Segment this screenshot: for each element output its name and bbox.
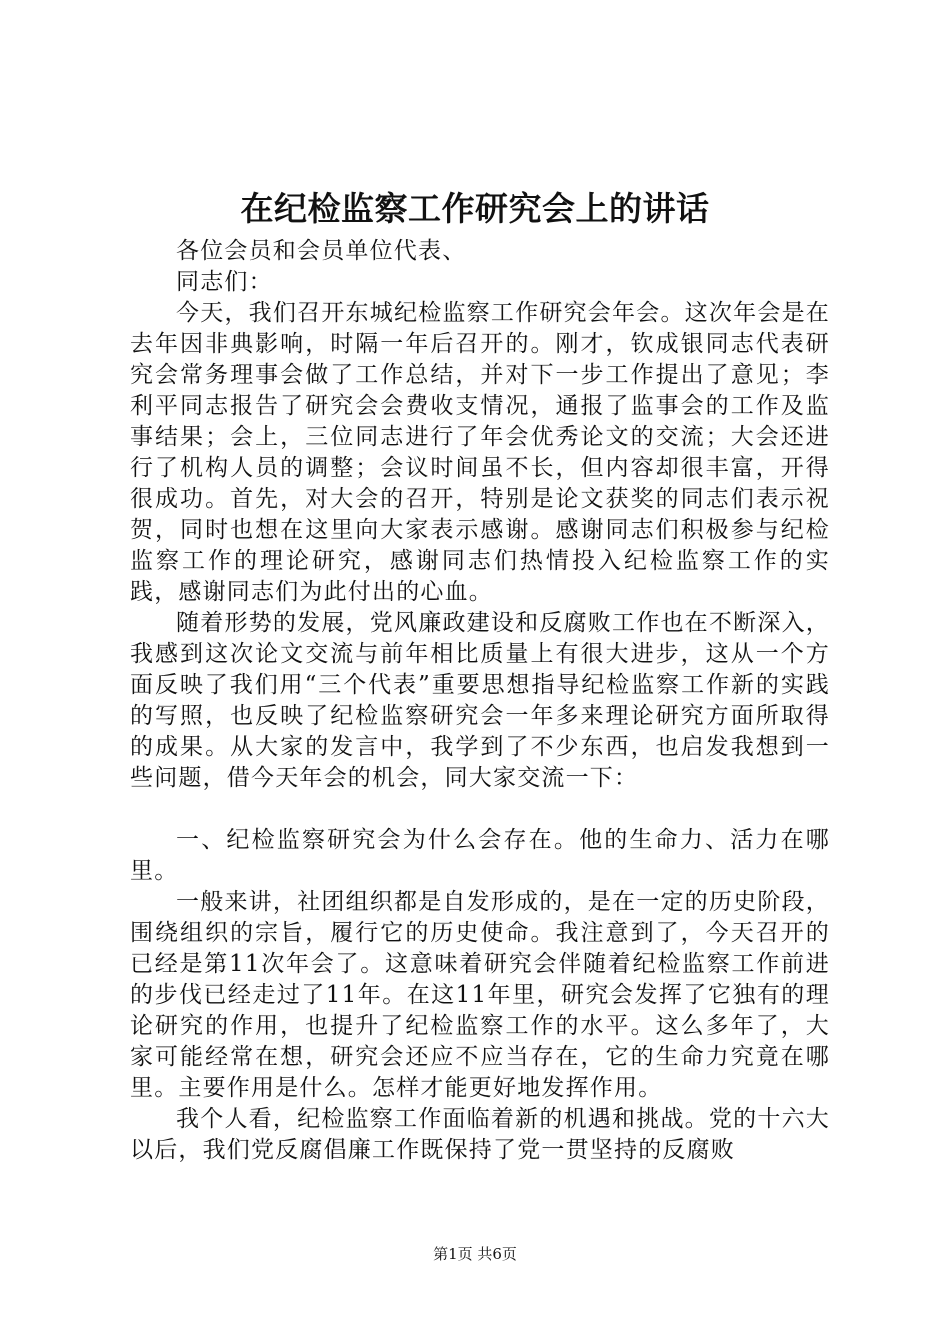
salutation-line: 同志们：	[176, 269, 273, 295]
body-paragraph: 今天，我们召开东城纪检监察工作研究会年会。这次年会是在去年因非典影响，时隔一年后召开的。刚才，钦成银同志代表研究会常务理事会做了工作总结，并对下一步工作提出了意见；李利平同志报告了研究会会费收支情况，通报了监事会的工作及监事结果；会上，三位同志进行了年会优秀论文的交流；大会还进行了机构人员的调整；会议时间虽不长，但内容却很丰富，开得很成功。首先，对大会的召开，特别是论文获奖的同志们表示祝贺，同时也想在这里向大家表示感谢。感谢同志们积极参与纪检监察工作的理论研究，感谢同志们热情投入纪检监察工作的实践，感谢同志们为此付出的心血。	[130, 300, 830, 605]
page-number: 第1页 共6页	[433, 1245, 517, 1263]
body-paragraph: 随着形势的发展，党风廉政建设和反腐败工作也在不断深入，我感到这次论文交流与前年相比质量上有很大进步，这从一个方面反映了我们用“三个代表”重要思想指导纪检监察工作新的实践的写照，也反映了纪检监察研究会一年多来理论研究方面所取得的成果。从大家的发言中，我学到了不少东西，也启发我想到一些问题，借今天年会的机会，同大家交流一下：	[130, 610, 830, 791]
section-heading: 一、纪检监察研究会为什么会存在。他的生命力、活力在哪里。	[130, 827, 830, 884]
body-paragraph: 我个人看，纪检监察工作面临着新的机遇和挑战。党的十六大以后，我们党反腐倡廉工作既保持了党一贯坚持的反腐败	[130, 1106, 830, 1163]
document-body	[130, 236, 830, 1166]
body-paragraph: 一般来讲，社团组织都是自发形成的，是在一定的历史阶段，围绕组织的宗旨，履行它的历史使命。我注意到了，今天召开的已经是第11次年会了。这意味着研究会伴随着纪检监察工作前进的步伐已经走过了11年。在这11年里，研究会发挥了它独有的理论研究的作用，也提升了纪检监察工作的水平。这么多年了，大家可能经常在想，研究会还应不应当存在，它的生命力究竟在哪里。主要作用是什么。怎样才能更好地发挥作用。	[130, 889, 830, 1101]
salutation-line: 各位会员和会员单位代表、	[176, 238, 467, 264]
page-title: 在纪检监察工作研究会上的讲话	[240, 189, 710, 228]
paragraph-gap	[130, 794, 830, 825]
